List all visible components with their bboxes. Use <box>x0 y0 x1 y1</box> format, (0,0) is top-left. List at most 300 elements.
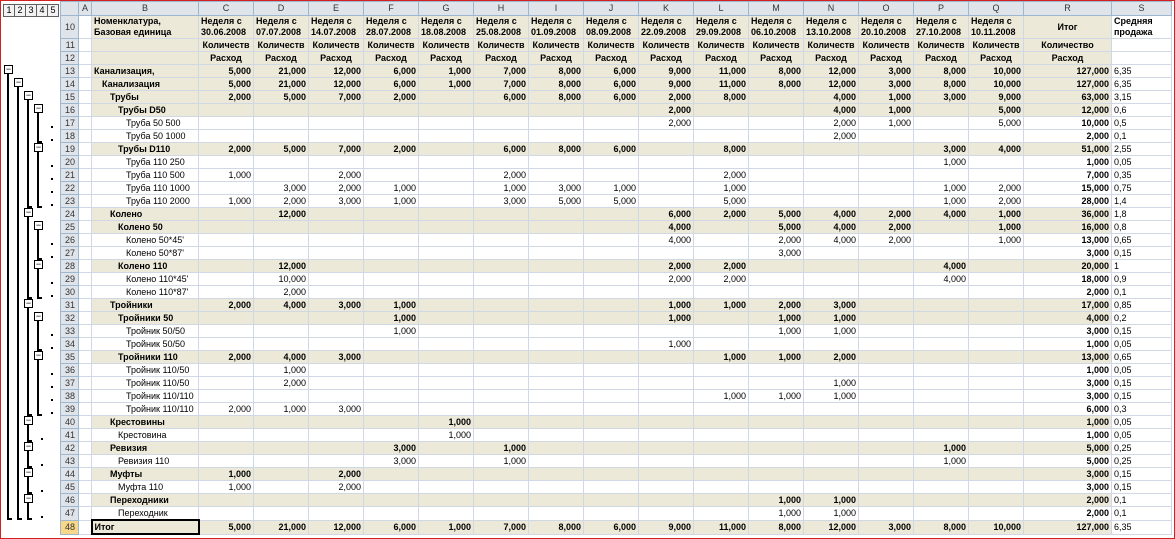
value-cell[interactable] <box>749 442 804 455</box>
total-cell[interactable]: 63,000 <box>1024 91 1112 104</box>
value-cell[interactable] <box>584 273 639 286</box>
value-cell[interactable] <box>694 442 749 455</box>
outline-collapse-button[interactable]: − <box>35 219 42 230</box>
value-cell[interactable] <box>859 286 914 299</box>
item-label-cell[interactable]: Муфты <box>92 468 199 481</box>
total-cell[interactable]: 3,000 <box>1024 247 1112 260</box>
value-cell[interactable] <box>859 455 914 468</box>
value-cell[interactable] <box>584 156 639 169</box>
value-cell[interactable]: 10,000 <box>254 273 309 286</box>
value-cell[interactable] <box>584 416 639 429</box>
value-cell[interactable] <box>694 494 749 507</box>
value-cell[interactable] <box>859 494 914 507</box>
value-cell[interactable] <box>914 247 969 260</box>
value-cell[interactable]: 6,000 <box>474 143 529 156</box>
value-cell[interactable] <box>969 416 1024 429</box>
avg-sales-cell[interactable]: 0,65 <box>1112 351 1172 364</box>
value-cell[interactable] <box>474 221 529 234</box>
value-cell[interactable]: 12,000 <box>254 260 309 273</box>
value-cell[interactable] <box>419 247 474 260</box>
value-cell[interactable] <box>199 156 254 169</box>
value-cell[interactable] <box>749 416 804 429</box>
value-cell[interactable] <box>199 338 254 351</box>
value-cell[interactable]: 8,000 <box>694 91 749 104</box>
value-cell[interactable] <box>364 234 419 247</box>
expense-header-cell[interactable]: Расход <box>914 52 969 65</box>
value-cell[interactable] <box>419 403 474 416</box>
row-number[interactable]: 39 <box>61 403 79 416</box>
value-cell[interactable] <box>529 416 584 429</box>
value-cell[interactable] <box>584 247 639 260</box>
expense-header-cell[interactable]: Расход <box>364 52 419 65</box>
value-cell[interactable] <box>474 390 529 403</box>
value-cell[interactable] <box>419 455 474 468</box>
total-cell[interactable]: 6,000 <box>1024 403 1112 416</box>
value-cell[interactable]: 2,000 <box>364 143 419 156</box>
value-cell[interactable]: 4,000 <box>804 234 859 247</box>
avg-sales-cell[interactable]: 0,1 <box>1112 130 1172 143</box>
value-cell[interactable] <box>969 286 1024 299</box>
total-cell[interactable]: 15,000 <box>1024 182 1112 195</box>
week-header-cell[interactable] <box>419 16 474 39</box>
value-cell[interactable]: 5,000 <box>199 520 254 534</box>
value-cell[interactable]: 6,000 <box>639 208 694 221</box>
value-cell[interactable]: 3,000 <box>529 182 584 195</box>
week-header-cell[interactable] <box>859 16 914 39</box>
value-cell[interactable]: 2,000 <box>694 260 749 273</box>
value-cell[interactable] <box>914 351 969 364</box>
item-label-cell[interactable]: Тройник 110/50 <box>92 364 199 377</box>
cell-a[interactable] <box>79 91 92 104</box>
quantity-header-cell[interactable]: Количеств <box>199 39 254 52</box>
value-cell[interactable] <box>364 130 419 143</box>
value-cell[interactable] <box>474 364 529 377</box>
item-label-cell[interactable]: Труба 110 500 <box>92 169 199 182</box>
value-cell[interactable]: 12,000 <box>309 78 364 91</box>
value-cell[interactable] <box>859 260 914 273</box>
value-cell[interactable] <box>474 156 529 169</box>
value-cell[interactable] <box>419 169 474 182</box>
value-cell[interactable] <box>584 130 639 143</box>
outline-collapse-button[interactable]: − <box>35 349 42 360</box>
item-label-cell[interactable]: Переходник <box>92 507 199 521</box>
value-cell[interactable] <box>254 234 309 247</box>
value-cell[interactable] <box>749 195 804 208</box>
value-cell[interactable] <box>859 195 914 208</box>
value-cell[interactable] <box>749 468 804 481</box>
value-cell[interactable]: 8,000 <box>749 65 804 78</box>
value-cell[interactable]: 8,000 <box>749 520 804 534</box>
value-cell[interactable] <box>584 117 639 130</box>
row-number[interactable]: 19 <box>61 143 79 156</box>
value-cell[interactable] <box>914 221 969 234</box>
value-cell[interactable]: 8,000 <box>914 78 969 91</box>
value-cell[interactable]: 1,000 <box>364 299 419 312</box>
value-cell[interactable] <box>529 468 584 481</box>
value-cell[interactable] <box>914 117 969 130</box>
value-cell[interactable]: 2,000 <box>804 117 859 130</box>
value-cell[interactable] <box>859 416 914 429</box>
value-cell[interactable]: 3,000 <box>309 195 364 208</box>
value-cell[interactable] <box>969 299 1024 312</box>
value-cell[interactable]: 8,000 <box>694 143 749 156</box>
row-number[interactable]: 23 <box>61 195 79 208</box>
value-cell[interactable] <box>474 286 529 299</box>
item-label-cell[interactable]: Переходники <box>92 494 199 507</box>
value-cell[interactable] <box>254 117 309 130</box>
column-header-f[interactable]: F <box>364 2 419 16</box>
item-label-cell[interactable]: Тройники 50 <box>92 312 199 325</box>
total-cell[interactable]: 1,000 <box>1024 416 1112 429</box>
item-label-cell[interactable]: Колено 50 <box>92 221 199 234</box>
value-cell[interactable] <box>364 338 419 351</box>
row-number[interactable]: 36 <box>61 364 79 377</box>
value-cell[interactable] <box>859 247 914 260</box>
value-cell[interactable] <box>584 169 639 182</box>
value-cell[interactable] <box>529 507 584 521</box>
cell-a[interactable] <box>79 403 92 416</box>
row-number[interactable]: 11 <box>61 39 79 52</box>
value-cell[interactable] <box>584 234 639 247</box>
avg-sales-cell[interactable]: 6,35 <box>1112 520 1172 534</box>
value-cell[interactable] <box>694 377 749 390</box>
value-cell[interactable] <box>199 455 254 468</box>
value-cell[interactable] <box>254 325 309 338</box>
value-cell[interactable]: 11,000 <box>694 520 749 534</box>
value-cell[interactable] <box>639 403 694 416</box>
value-cell[interactable]: 1,000 <box>804 312 859 325</box>
value-cell[interactable] <box>199 286 254 299</box>
value-cell[interactable] <box>364 156 419 169</box>
value-cell[interactable]: 1,000 <box>859 104 914 117</box>
avg-sales-cell[interactable]: 1,4 <box>1112 195 1172 208</box>
value-cell[interactable] <box>254 442 309 455</box>
value-cell[interactable] <box>529 130 584 143</box>
value-cell[interactable] <box>199 221 254 234</box>
value-cell[interactable] <box>199 260 254 273</box>
value-cell[interactable]: 2,000 <box>804 130 859 143</box>
expense-header-cell[interactable]: Расход <box>254 52 309 65</box>
value-cell[interactable] <box>694 403 749 416</box>
week-header-cell[interactable] <box>474 16 529 39</box>
value-cell[interactable] <box>529 494 584 507</box>
value-cell[interactable] <box>254 468 309 481</box>
row-number[interactable]: 34 <box>61 338 79 351</box>
value-cell[interactable] <box>199 390 254 403</box>
total-cell[interactable]: 12,000 <box>1024 104 1112 117</box>
value-cell[interactable] <box>474 273 529 286</box>
value-cell[interactable] <box>859 390 914 403</box>
item-label-cell[interactable]: Тройник 50/50 <box>92 338 199 351</box>
value-cell[interactable]: 3,000 <box>309 403 364 416</box>
item-label-cell[interactable]: Труба 50 500 <box>92 117 199 130</box>
value-cell[interactable]: 12,000 <box>309 520 364 534</box>
value-cell[interactable]: 1,000 <box>694 390 749 403</box>
total-cell[interactable]: 5,000 <box>1024 442 1112 455</box>
total-cell[interactable]: 7,000 <box>1024 169 1112 182</box>
value-cell[interactable] <box>859 299 914 312</box>
value-cell[interactable] <box>749 377 804 390</box>
value-cell[interactable] <box>419 208 474 221</box>
row-number[interactable]: 26 <box>61 234 79 247</box>
total-cell[interactable]: 5,000 <box>1024 455 1112 468</box>
value-cell[interactable]: 1,000 <box>969 208 1024 221</box>
avg-sales-cell[interactable]: 6,35 <box>1112 78 1172 91</box>
value-cell[interactable] <box>914 494 969 507</box>
week-header-cell[interactable] <box>914 16 969 39</box>
value-cell[interactable] <box>199 442 254 455</box>
value-cell[interactable] <box>914 234 969 247</box>
value-cell[interactable]: 1,000 <box>914 182 969 195</box>
row-number[interactable]: 45 <box>61 481 79 494</box>
value-cell[interactable] <box>914 325 969 338</box>
value-cell[interactable] <box>529 104 584 117</box>
value-cell[interactable]: 2,000 <box>639 260 694 273</box>
value-cell[interactable] <box>309 312 364 325</box>
avg-sales-cell[interactable]: 1 <box>1112 260 1172 273</box>
value-cell[interactable] <box>914 130 969 143</box>
expense-header-cell[interactable]: Расход <box>639 52 694 65</box>
value-cell[interactable] <box>584 351 639 364</box>
value-cell[interactable] <box>969 338 1024 351</box>
value-cell[interactable] <box>804 338 859 351</box>
value-cell[interactable] <box>199 117 254 130</box>
value-cell[interactable] <box>474 208 529 221</box>
value-cell[interactable] <box>584 364 639 377</box>
value-cell[interactable] <box>529 351 584 364</box>
value-cell[interactable] <box>914 429 969 442</box>
value-cell[interactable] <box>584 208 639 221</box>
value-cell[interactable] <box>804 260 859 273</box>
column-header-i[interactable]: I <box>529 2 584 16</box>
value-cell[interactable] <box>529 260 584 273</box>
value-cell[interactable] <box>364 169 419 182</box>
value-cell[interactable]: 1,000 <box>474 455 529 468</box>
value-cell[interactable] <box>804 195 859 208</box>
value-cell[interactable]: 1,000 <box>749 312 804 325</box>
value-cell[interactable] <box>529 234 584 247</box>
row-number[interactable]: 25 <box>61 221 79 234</box>
value-cell[interactable] <box>584 468 639 481</box>
value-cell[interactable] <box>749 143 804 156</box>
value-cell[interactable]: 10,000 <box>969 78 1024 91</box>
cell-a[interactable] <box>79 299 92 312</box>
value-cell[interactable] <box>859 468 914 481</box>
value-cell[interactable] <box>914 481 969 494</box>
value-cell[interactable] <box>969 312 1024 325</box>
cell-a[interactable] <box>79 442 92 455</box>
value-cell[interactable]: 1,000 <box>804 390 859 403</box>
value-cell[interactable] <box>969 468 1024 481</box>
cell-a[interactable] <box>79 221 92 234</box>
value-cell[interactable] <box>254 104 309 117</box>
value-cell[interactable] <box>584 442 639 455</box>
value-cell[interactable] <box>474 468 529 481</box>
value-cell[interactable]: 2,000 <box>254 286 309 299</box>
row-number[interactable]: 46 <box>61 494 79 507</box>
value-cell[interactable]: 2,000 <box>969 182 1024 195</box>
item-label-cell[interactable]: Канализация <box>92 78 199 91</box>
value-cell[interactable]: 4,000 <box>914 273 969 286</box>
column-header-o[interactable]: O <box>859 2 914 16</box>
cell-a[interactable] <box>79 286 92 299</box>
total-cell[interactable]: 2,000 <box>1024 130 1112 143</box>
value-cell[interactable] <box>364 507 419 521</box>
value-cell[interactable]: 1,000 <box>804 507 859 521</box>
quantity-header-cell[interactable]: Количеств <box>254 39 309 52</box>
row-number[interactable]: 29 <box>61 273 79 286</box>
value-cell[interactable] <box>309 117 364 130</box>
value-cell[interactable] <box>749 338 804 351</box>
avg-sales-cell[interactable]: 0,15 <box>1112 468 1172 481</box>
value-cell[interactable] <box>914 416 969 429</box>
value-cell[interactable] <box>419 442 474 455</box>
week-header-cell[interactable] <box>639 16 694 39</box>
value-cell[interactable]: 1,000 <box>749 494 804 507</box>
value-cell[interactable] <box>859 156 914 169</box>
value-cell[interactable] <box>639 156 694 169</box>
value-cell[interactable] <box>419 494 474 507</box>
value-cell[interactable] <box>364 468 419 481</box>
value-cell[interactable]: 3,000 <box>804 299 859 312</box>
value-cell[interactable]: 2,000 <box>364 91 419 104</box>
value-cell[interactable]: 9,000 <box>969 91 1024 104</box>
value-cell[interactable] <box>419 143 474 156</box>
value-cell[interactable] <box>419 195 474 208</box>
value-cell[interactable] <box>529 247 584 260</box>
total-cell[interactable]: 28,000 <box>1024 195 1112 208</box>
value-cell[interactable] <box>859 364 914 377</box>
value-cell[interactable] <box>749 364 804 377</box>
column-header-c[interactable]: C <box>199 2 254 16</box>
value-cell[interactable] <box>474 247 529 260</box>
expense-header-cell[interactable]: Расход <box>969 52 1024 65</box>
item-label-cell[interactable]: Тройники 110 <box>92 351 199 364</box>
value-cell[interactable] <box>529 117 584 130</box>
total-cell[interactable]: 1,000 <box>1024 156 1112 169</box>
cell-a[interactable] <box>79 52 92 65</box>
value-cell[interactable]: 6,000 <box>584 65 639 78</box>
value-cell[interactable]: 4,000 <box>804 221 859 234</box>
value-cell[interactable]: 1,000 <box>749 507 804 521</box>
quantity-header-cell[interactable]: Количеств <box>529 39 584 52</box>
value-cell[interactable] <box>474 260 529 273</box>
value-cell[interactable] <box>364 429 419 442</box>
value-cell[interactable] <box>969 481 1024 494</box>
value-cell[interactable] <box>419 390 474 403</box>
value-cell[interactable] <box>199 364 254 377</box>
total-cell[interactable]: 10,000 <box>1024 117 1112 130</box>
value-cell[interactable]: 2,000 <box>474 169 529 182</box>
value-cell[interactable] <box>749 403 804 416</box>
column-header-a[interactable]: A <box>79 2 92 16</box>
value-cell[interactable] <box>309 429 364 442</box>
expense-header-cell[interactable]: Расход <box>474 52 529 65</box>
value-cell[interactable] <box>419 481 474 494</box>
row-number[interactable]: 40 <box>61 416 79 429</box>
cell-a[interactable] <box>79 377 92 390</box>
total-header-cell[interactable]: Итог <box>1024 16 1112 39</box>
outline-collapse-button[interactable]: − <box>25 414 32 425</box>
value-cell[interactable] <box>364 104 419 117</box>
item-label-cell[interactable]: Ревизия <box>92 442 199 455</box>
value-cell[interactable] <box>199 494 254 507</box>
avg-sales-cell[interactable]: 0,35 <box>1112 169 1172 182</box>
value-cell[interactable] <box>584 429 639 442</box>
value-cell[interactable] <box>199 312 254 325</box>
value-cell[interactable] <box>804 442 859 455</box>
value-cell[interactable] <box>529 338 584 351</box>
total-cell[interactable]: 51,000 <box>1024 143 1112 156</box>
cell-a[interactable] <box>79 247 92 260</box>
value-cell[interactable] <box>199 325 254 338</box>
value-cell[interactable]: 5,000 <box>969 117 1024 130</box>
value-cell[interactable] <box>364 416 419 429</box>
value-cell[interactable]: 1,000 <box>749 390 804 403</box>
value-cell[interactable] <box>969 364 1024 377</box>
cell-a[interactable] <box>79 130 92 143</box>
value-cell[interactable] <box>749 286 804 299</box>
value-cell[interactable] <box>254 390 309 403</box>
value-cell[interactable]: 21,000 <box>254 520 309 534</box>
quantity-header-cell[interactable]: Количеств <box>639 39 694 52</box>
value-cell[interactable] <box>584 377 639 390</box>
total-cell[interactable]: 2,000 <box>1024 507 1112 521</box>
item-label-cell[interactable]: Крестовины <box>92 416 199 429</box>
value-cell[interactable] <box>859 143 914 156</box>
value-cell[interactable] <box>969 260 1024 273</box>
value-cell[interactable]: 1,000 <box>914 195 969 208</box>
value-cell[interactable] <box>694 286 749 299</box>
expense-header-cell[interactable]: Расход <box>309 52 364 65</box>
value-cell[interactable]: 2,000 <box>969 195 1024 208</box>
value-cell[interactable]: 1,000 <box>694 182 749 195</box>
value-cell[interactable] <box>694 104 749 117</box>
row-number[interactable]: 42 <box>61 442 79 455</box>
value-cell[interactable] <box>914 403 969 416</box>
total-cell[interactable]: 3,000 <box>1024 377 1112 390</box>
value-cell[interactable] <box>529 429 584 442</box>
item-label-cell[interactable]: Колено 110 <box>92 260 199 273</box>
week-header-cell[interactable] <box>254 16 309 39</box>
value-cell[interactable]: 2,000 <box>859 221 914 234</box>
week-header-cell[interactable] <box>749 16 804 39</box>
outline-collapse-button[interactable]: − <box>25 466 32 477</box>
avg-sales-cell[interactable]: 0,75 <box>1112 182 1172 195</box>
value-cell[interactable]: 4,000 <box>254 299 309 312</box>
total-cell[interactable]: 17,000 <box>1024 299 1112 312</box>
value-cell[interactable]: 5,000 <box>199 78 254 91</box>
value-cell[interactable]: 3,000 <box>309 299 364 312</box>
value-cell[interactable]: 2,000 <box>199 403 254 416</box>
value-cell[interactable]: 6,000 <box>364 65 419 78</box>
value-cell[interactable] <box>309 260 364 273</box>
value-cell[interactable] <box>364 273 419 286</box>
column-header-k[interactable]: K <box>639 2 694 16</box>
value-cell[interactable]: 6,000 <box>364 520 419 534</box>
value-cell[interactable] <box>199 104 254 117</box>
value-cell[interactable] <box>474 403 529 416</box>
quantity-header-cell[interactable]: Количеств <box>474 39 529 52</box>
value-cell[interactable] <box>529 221 584 234</box>
avg-sales-cell[interactable]: 0,6 <box>1112 104 1172 117</box>
value-cell[interactable] <box>749 91 804 104</box>
value-cell[interactable]: 3,000 <box>859 65 914 78</box>
value-cell[interactable]: 2,000 <box>639 91 694 104</box>
value-cell[interactable] <box>419 182 474 195</box>
value-cell[interactable] <box>474 234 529 247</box>
week-header-cell[interactable] <box>364 16 419 39</box>
